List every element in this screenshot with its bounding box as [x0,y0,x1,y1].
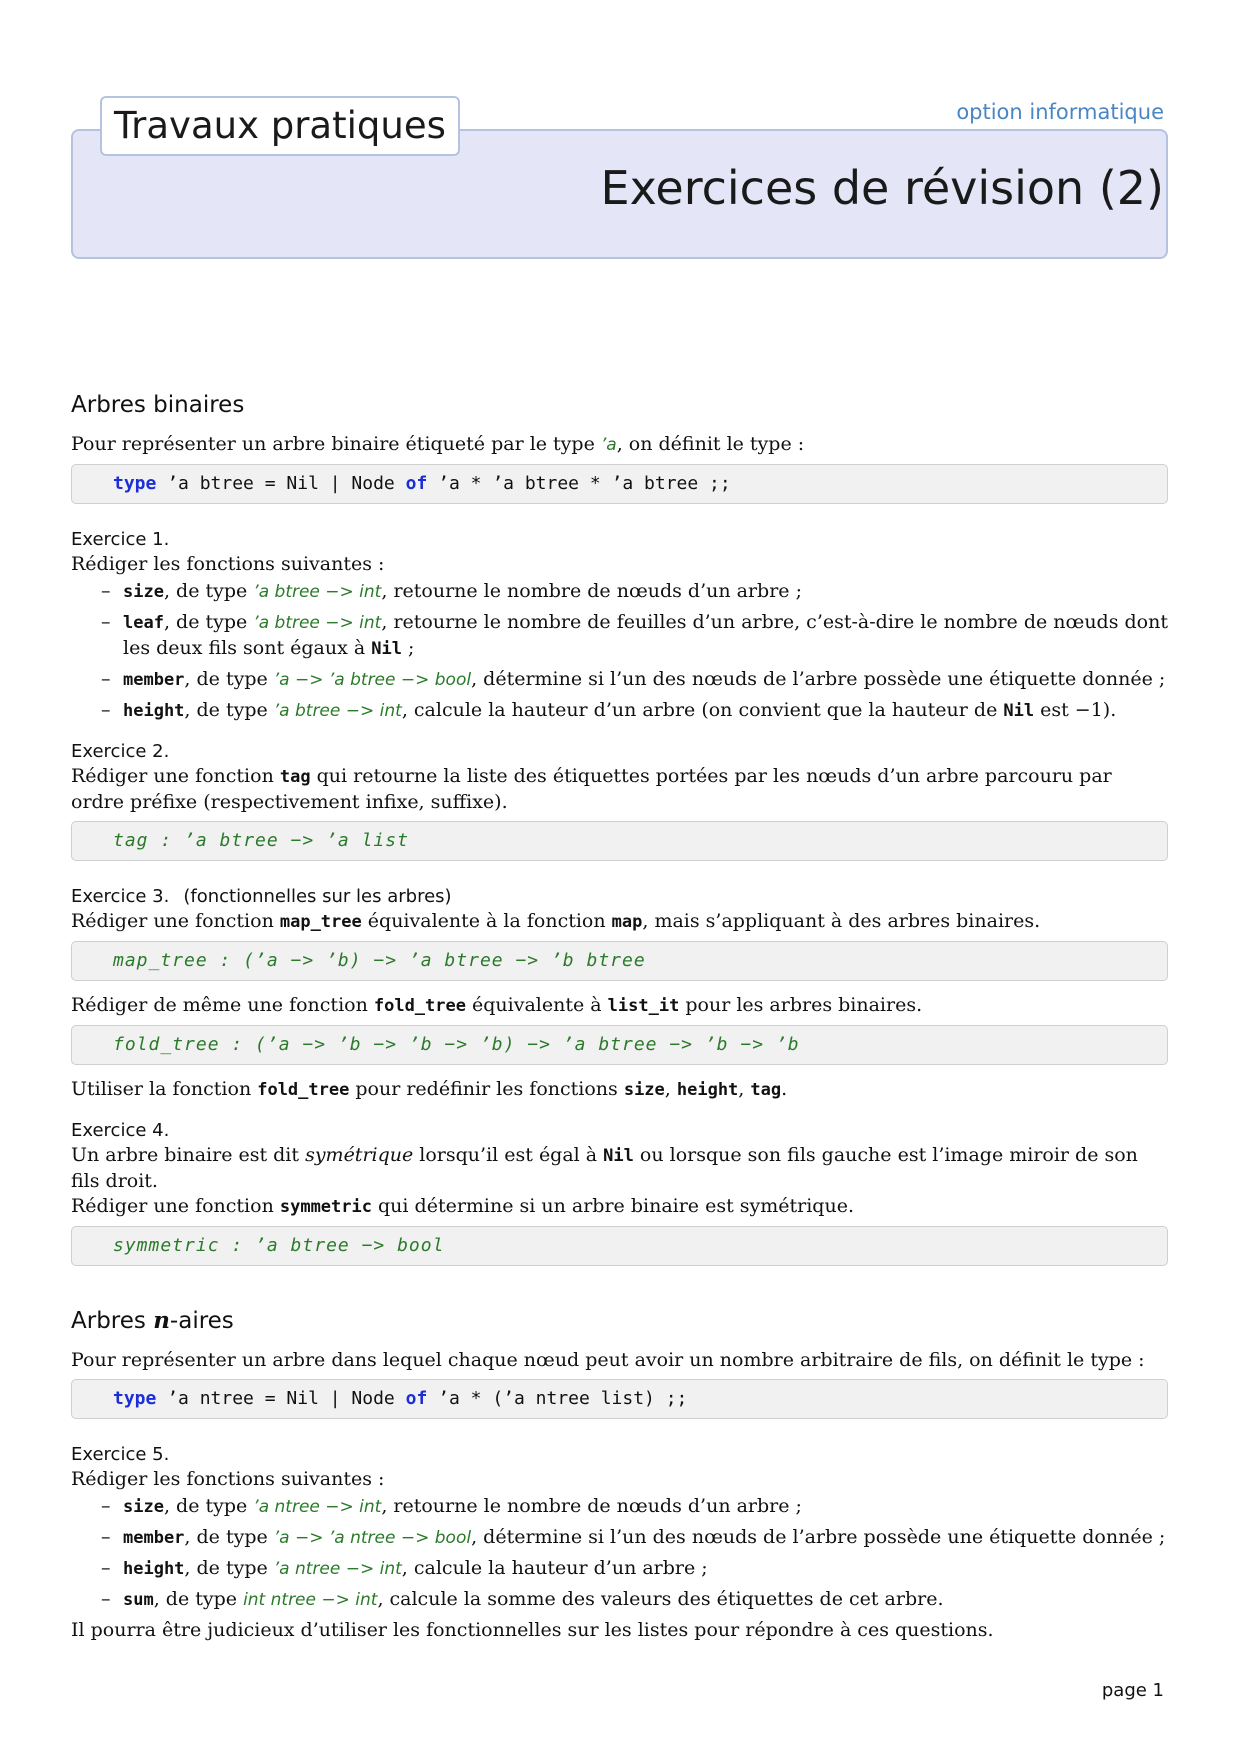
page-title: Exercices de révision (2) [600,161,1164,215]
header-tab-label: Travaux pratiques [100,96,460,156]
exercise-5-outro: Il pourra être judicieux d’utiliser les fonctionnelles sur les listes pour répondre à ces questions. [71,1619,994,1641]
list-item: – size, de type ’a btree −> int, retourne le nombre de nœuds d’un arbre ; [71,579,1168,605]
list-item: – height, de type ’a btree −> int, calcule la hauteur d’un arbre (on convient que la hauteur de Nil est −1). [71,698,1168,724]
exercise-5-list [71,1494,1168,1613]
code-fold-tree-signature: fold_tree : (’a −> ’b −> ’b −> ’b) −> ’a btree −> ’b −> ’b [71,1025,1168,1065]
exercise-5-intro: Rédiger les fonctions suivantes : [71,1468,385,1490]
option-label: option informatique [956,100,1164,124]
section-title-n-ary-trees: Arbres n-aires [71,1307,234,1334]
exercise-3-text-3: Utiliser la fonction fold_tree pour redéfinir les fonctions size, height, tag. [71,1078,788,1100]
section2-intro: Pour représenter un arbre dans lequel chaque nœud peut avoir un nombre arbitraire de fils, on définit le type : [71,1349,1145,1371]
code-map-tree-signature: map_tree : (’a −> ’b) −> ’a btree −> ’b btree [71,941,1168,981]
list-item: – member, de type ’a −> ’a btree −> bool, détermine si l’un des nœuds de l’arbre possède une étiquette donnée ; [71,667,1168,693]
exercise-1-list [71,579,1168,724]
document-body [71,390,1168,1643]
exercise-5-heading: Exercice 5. [71,1444,170,1465]
code-ntree-definition: type ’a ntree = Nil | Node of ’a * (’a ntree list) ;; [71,1379,1168,1419]
list-item: – size, de type ’a ntree −> int, retourne le nombre de nœuds d’un arbre ; [71,1494,1168,1520]
exercise-3-text-1: Rédiger une fonction map_tree équivalente à la fonction map, mais s’appliquant à des arbres binaires. [71,910,1041,932]
list-item: – height, de type ’a ntree −> int, calcule la hauteur d’un arbre ; [71,1556,1168,1582]
exercise-1-intro: Rédiger les fonctions suivantes : [71,553,385,575]
exercise-3-heading: Exercice 3. (fonctionnelles sur les arbres) [71,886,452,907]
exercise-4-text-2: Rédiger une fonction symmetric qui détermine si un arbre binaire est symétrique. [71,1195,854,1217]
exercise-4-text-1: Un arbre binaire est dit symétrique lorsqu’il est égal à Nil ou lorsque son fils gauche est l’image miroir de son fils droit. [71,1144,1138,1192]
page-number: page 1 [1101,1680,1164,1701]
section1-intro: Pour représenter un arbre binaire étiqueté par le type ’a, on définit le type : [71,433,805,455]
exercise-2-text: Rédiger une fonction tag qui retourne la liste des étiquettes portées par les nœuds d’un arbre parcouru par ordre préfixe (respectivement infixe, suffixe). [71,765,1112,813]
code-symmetric-signature: symmetric : ’a btree −> bool [71,1226,1168,1266]
code-tag-signature: tag : ’a btree −> ’a list [71,821,1168,861]
exercise-4-heading: Exercice 4. [71,1120,170,1141]
list-item: – leaf, de type ’a btree −> int, retourne le nombre de feuilles d’un arbre, c’est-à-dire le nombre de nœuds dont les deux fils sont égaux à Nil ; [71,610,1168,662]
code-btree-definition: type ’a btree = Nil | Node of ’a * ’a btree * ’a btree ;; [71,464,1168,504]
exercise-1-heading: Exercice 1. [71,529,170,550]
exercise-3-text-2: Rédiger de même une fonction fold_tree équivalente à list_it pour les arbres binaires. [71,994,923,1016]
section-title-binary-trees: Arbres binaires [71,392,245,418]
exercise-2-heading: Exercice 2. [71,741,170,762]
list-item: – sum, de type int ntree −> int, calcule la somme des valeurs des étiquettes de cet arbre. [71,1587,1168,1613]
list-item: – member, de type ’a −> ’a ntree −> bool, détermine si l’un des nœuds de l’arbre possède une étiquette donnée ; [71,1525,1168,1551]
